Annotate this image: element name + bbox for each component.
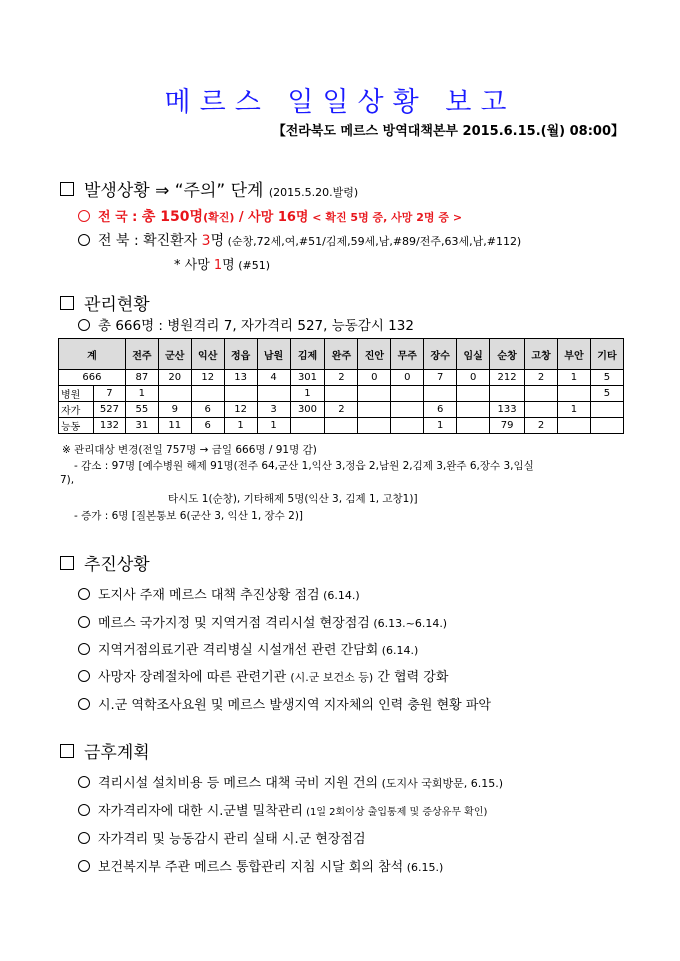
checkbox-square-icon — [60, 182, 74, 196]
list-item: 메르스 국가지정 및 지역거점 격리시설 현장점검 (6.13.~6.14.) — [78, 612, 447, 631]
table-header-cell: 무주 — [391, 339, 424, 370]
national-status-line: 전 국 : 총 150명(확진) / 사망 16명 < 확진 5명 증, 사망 2명 증 > — [78, 206, 462, 226]
table-cell — [424, 386, 457, 402]
table-cell: 12 — [191, 370, 224, 386]
table-header-row — [59, 339, 624, 370]
list-item: 자가격리 및 능동감시 관리 실태 시.군 현장점검 — [78, 828, 366, 847]
table-cell — [457, 402, 490, 418]
table-cell: 2 — [325, 370, 358, 386]
section-progress-heading: 추진상황 — [60, 550, 150, 575]
decrease-note-wrap: 7), — [60, 474, 75, 486]
table-cell: 9 — [158, 402, 191, 418]
table-header-cell: 고창 — [525, 339, 558, 370]
table-header-cell: 정읍 — [224, 339, 257, 370]
table-header-cell: 진안 — [358, 339, 391, 370]
table-cell: 1 — [125, 386, 158, 402]
table-cell: 5 — [590, 386, 623, 402]
table-cell: 5 — [590, 370, 623, 386]
list-item: 사망자 장례절차에 따른 관련기관 (시.군 보건소 등) 간 협력 강화 — [78, 666, 448, 685]
circle-bullet-icon — [78, 804, 90, 816]
circle-bullet-icon — [78, 588, 90, 600]
decrease-note: - 감소 : 97명 [예수병원 해제 91명(전주 64,군산 1,익산 3,정읍 2,남원 2,김제 3,완주 6,장수 3,임실 — [74, 460, 534, 472]
table-cell: 6 — [424, 402, 457, 418]
table-cell: 20 — [158, 370, 191, 386]
table-header-cell: 익산 — [191, 339, 224, 370]
table-cell — [191, 386, 224, 402]
table-cell: 1 — [290, 386, 325, 402]
table-cell: 0 — [457, 370, 490, 386]
table-header-cell: 남원 — [257, 339, 290, 370]
table-cell: 55 — [125, 402, 158, 418]
table-cell: 2 — [525, 418, 558, 434]
table-cell — [457, 386, 490, 402]
table-cell: 11 — [158, 418, 191, 434]
circle-bullet-icon — [78, 832, 90, 844]
table-header-cell: 장수 — [424, 339, 457, 370]
table-row-active — [59, 418, 624, 434]
table-cell: 1 — [424, 418, 457, 434]
report-source-date: 【전라북도 메르스 방역대책본부 2015.6.15.(월) 08:00】 — [272, 124, 624, 139]
table-header-cell: 순창 — [490, 339, 525, 370]
table-header-cell: 김제 — [290, 339, 325, 370]
table-cell — [490, 386, 525, 402]
table-header-cell: 기타 — [590, 339, 623, 370]
table-cell — [391, 402, 424, 418]
circle-bullet-icon — [78, 319, 90, 331]
table-cell: 133 — [490, 402, 525, 418]
table-cell — [257, 386, 290, 402]
circle-bullet-icon — [78, 210, 90, 222]
table-cell: 79 — [490, 418, 525, 434]
checkbox-square-icon — [60, 744, 74, 758]
table-row-self — [59, 402, 624, 418]
table-cell: 2 — [525, 370, 558, 386]
table-cell: 212 — [490, 370, 525, 386]
table-cell: 13 — [224, 370, 257, 386]
table-cell — [391, 386, 424, 402]
list-item: 격리시설 설치비용 등 메르스 대책 국비 지원 건의 (도지사 국회방문, 6.15.) — [78, 772, 503, 791]
table-cell: 12 — [224, 402, 257, 418]
table-row-hospital — [59, 386, 624, 402]
table-cell: 7 — [93, 386, 125, 402]
list-item: 도지사 주재 메르스 대책 추진상황 점검 (6.14.) — [78, 584, 360, 603]
table-cell: 1 — [257, 418, 290, 434]
table-cell: 87 — [125, 370, 158, 386]
change-note: ※ 관리대상 변경(전일 757명 → 금일 666명 / 91명 감) — [62, 444, 317, 456]
table-cell: 132 — [93, 418, 125, 434]
management-table — [58, 338, 624, 434]
table-cell — [590, 402, 623, 418]
table-cell — [457, 418, 490, 434]
table-cell: 3 — [257, 402, 290, 418]
list-item: 자가격리자에 대한 시.군별 밀착관리 (1일 2회이상 출입통제 및 증상유무 확인) — [78, 800, 487, 819]
circle-bullet-icon — [78, 234, 90, 246]
table-cell — [525, 402, 558, 418]
management-summary: 총 666명 : 병원격리 7, 자가격리 527, 능동감시 132 — [78, 314, 414, 334]
checkbox-square-icon — [60, 296, 74, 310]
table-cell: 1 — [224, 418, 257, 434]
increase-note: - 증가 : 6명 [질본통보 6(군산 3, 익산 1, 장수 2)] — [74, 510, 304, 522]
death-status-line: * 사망 1명 (#51) — [174, 258, 271, 273]
circle-bullet-icon — [78, 643, 90, 655]
decrease-note-cont: 타시도 1(순창), 기타해제 5명(익산 3, 김제 1, 고창1)] — [168, 493, 418, 505]
circle-bullet-icon — [78, 776, 90, 788]
table-cell: 2 — [325, 402, 358, 418]
table-cell — [391, 418, 424, 434]
section-management-heading: 관리현황 — [60, 290, 150, 315]
table-cell — [158, 386, 191, 402]
table-cell: 666 — [59, 370, 126, 386]
table-cell — [358, 418, 391, 434]
table-cell: 4 — [257, 370, 290, 386]
circle-bullet-icon — [78, 616, 90, 628]
table-cell — [325, 418, 358, 434]
table-cell — [590, 418, 623, 434]
table-row-label: 자가 — [59, 402, 94, 418]
circle-bullet-icon — [78, 860, 90, 872]
list-item: 지역거점의료기관 격리병실 시설개선 관련 간담회 (6.14.) — [78, 639, 418, 658]
table-cell: 1 — [558, 402, 591, 418]
page-title: 메르스 일일상황 보고 — [164, 87, 516, 118]
table-row-label: 능동 — [59, 418, 94, 434]
table-cell: 6 — [191, 402, 224, 418]
circle-bullet-icon — [78, 670, 90, 682]
list-item: 보건복지부 주관 메르스 통합관리 지침 시달 회의 참석 (6.15.) — [78, 856, 443, 875]
section-plan-heading: 금후계획 — [60, 738, 150, 763]
table-row-total — [59, 370, 624, 386]
table-cell: 0 — [358, 370, 391, 386]
table-header-cell: 계 — [59, 339, 126, 370]
jeonbuk-status-line: 전 북 : 확진환자 3명 (순창,72세,여,#51/김제,59세,남,#89/전주,63세,남,#112) — [78, 230, 521, 250]
table-header-cell: 군산 — [158, 339, 191, 370]
checkbox-square-icon — [60, 556, 74, 570]
table-cell — [224, 386, 257, 402]
table-row-label: 병원 — [59, 386, 94, 402]
table-cell — [525, 386, 558, 402]
table-cell: 300 — [290, 402, 325, 418]
table-cell — [358, 402, 391, 418]
circle-bullet-icon — [78, 698, 90, 710]
table-cell — [558, 386, 591, 402]
table-header-cell: 완주 — [325, 339, 358, 370]
table-header-cell: 임실 — [457, 339, 490, 370]
section-occurrence-heading: 발생상황 ⇒ “주의” 단계 (2015.5.20.발령) — [60, 176, 358, 201]
table-header-cell: 전주 — [125, 339, 158, 370]
table-cell: 301 — [290, 370, 325, 386]
table-cell: 31 — [125, 418, 158, 434]
table-cell: 0 — [391, 370, 424, 386]
list-item: 시.군 역학조사요원 및 메르스 발생지역 지자체의 인력 충원 현황 파악 — [78, 694, 491, 713]
table-cell: 1 — [558, 370, 591, 386]
table-cell — [290, 418, 325, 434]
table-cell: 527 — [93, 402, 125, 418]
table-cell: 7 — [424, 370, 457, 386]
table-header-cell: 부안 — [558, 339, 591, 370]
table-cell — [558, 418, 591, 434]
table-cell — [325, 386, 358, 402]
table-cell: 6 — [191, 418, 224, 434]
table-cell — [358, 386, 391, 402]
